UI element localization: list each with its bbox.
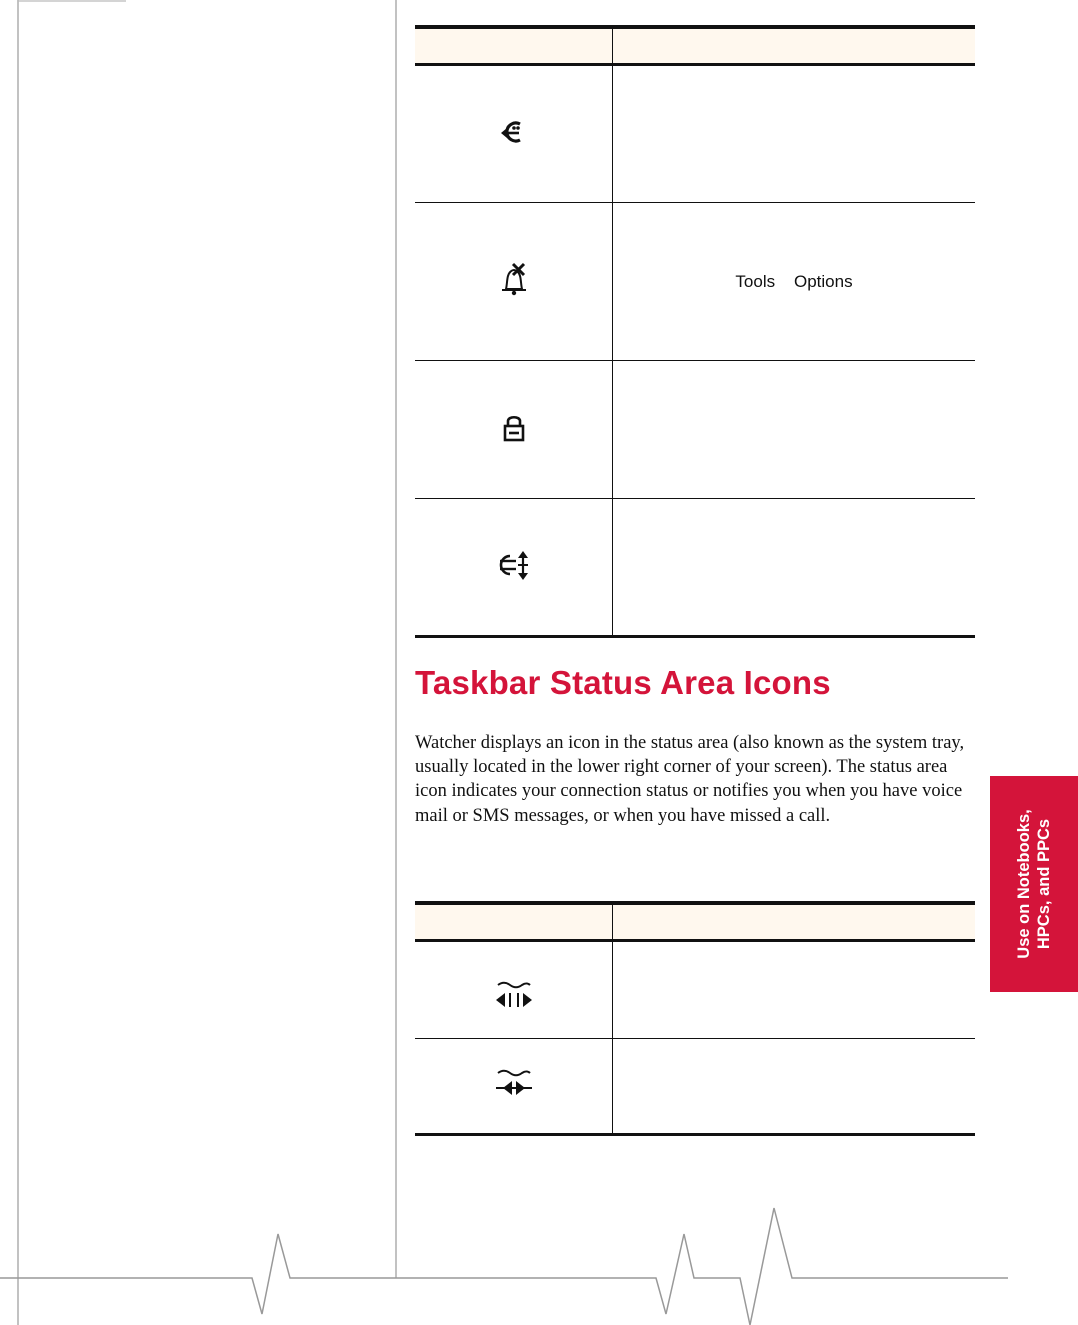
row-description: [613, 941, 976, 1039]
table-row: [415, 1039, 975, 1135]
chapter-side-tab[interactable]: [990, 776, 1078, 992]
padlock-icon: [497, 410, 531, 444]
muted-bell-icon: [494, 259, 534, 299]
pulse-line: [0, 1208, 1008, 1325]
top-icon-table: [415, 25, 975, 638]
row-description: [613, 65, 976, 203]
side-tab-line-2: HPCs, and PPCs: [1035, 818, 1053, 950]
table-row: [415, 65, 975, 203]
menu-ref-tools: Tools: [735, 271, 776, 291]
signal-arrows-icon: [494, 548, 534, 582]
row-description: [613, 203, 976, 361]
section-heading: Taskbar Status Area Icons: [415, 664, 831, 701]
table-header: [415, 903, 975, 941]
connection-arrows-icon: [492, 981, 536, 1011]
body-paragraph: Watcher displays an icon in the status area (also known as the system tray, usually located in the lower right corner of your screen). The status area icon indicates your connection status or notifies you when you have voice mail or SMS messages, or when you have missed a call.: [415, 733, 965, 826]
table-row: [415, 361, 975, 499]
row-description: [613, 1039, 976, 1135]
table-row: [415, 941, 975, 1039]
side-tab-line-1: Use on Notebooks,: [1015, 809, 1033, 959]
table-header: [415, 27, 975, 65]
row-description: [613, 361, 976, 499]
menu-ref-options: Options: [794, 271, 853, 291]
row-description: [613, 499, 976, 637]
connection-arrows-joined-icon: [492, 1069, 536, 1099]
table-row: [415, 499, 975, 637]
e-circle-arrow-icon: [497, 115, 531, 149]
table-row: [415, 203, 975, 361]
status-icon-table: [415, 901, 975, 1136]
